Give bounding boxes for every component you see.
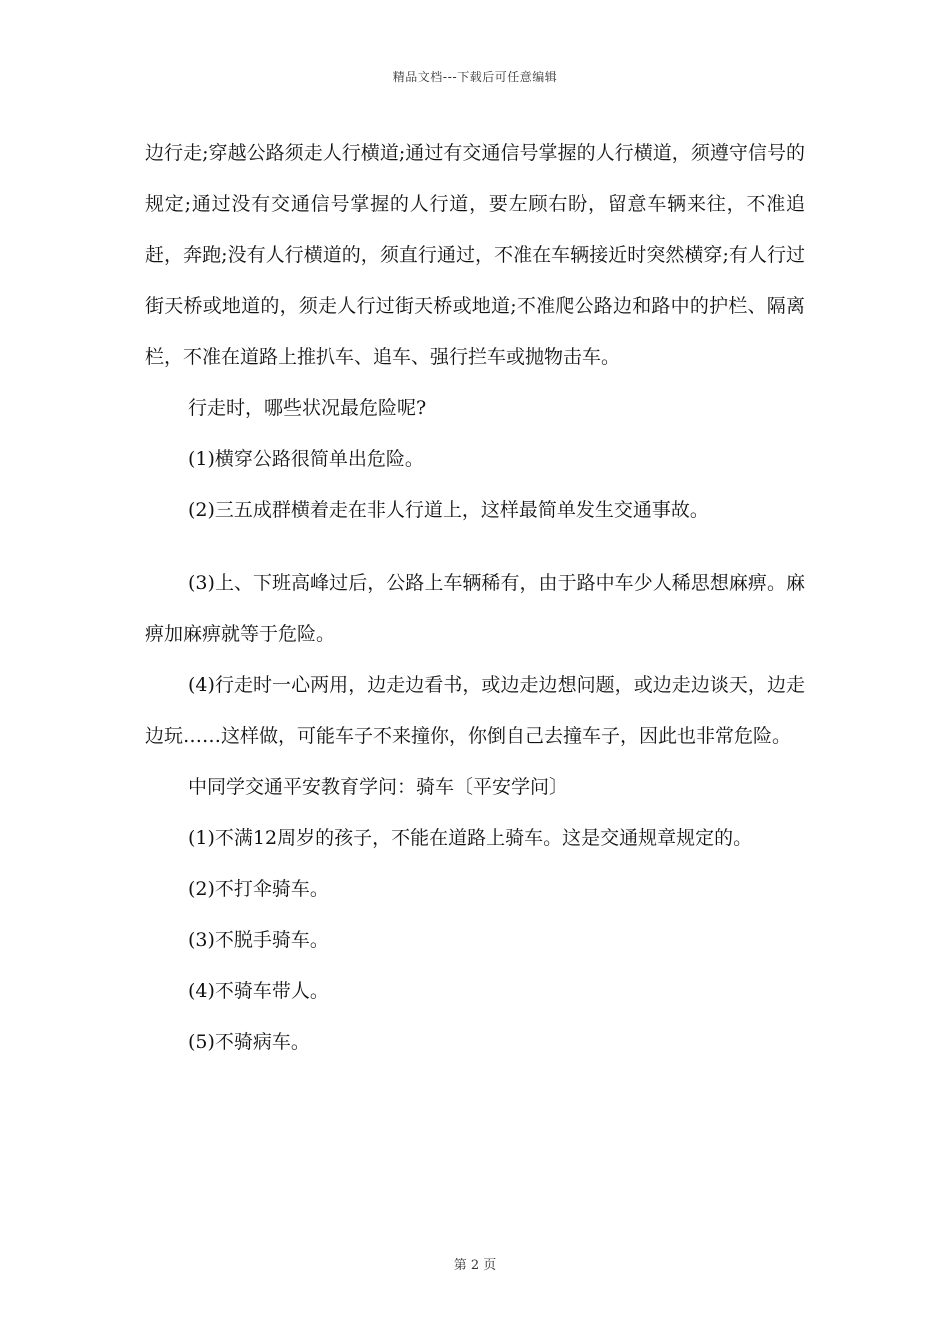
list-item-walking-1: (1)横穿公路很简单出危险。	[188, 448, 424, 470]
list-item-cycling-4: (4)不骑车带人。	[188, 980, 329, 1002]
paragraph-continuation: 边行走;穿越公路须走人行横道;通过有交通信号掌握的人行横道，须遵守信号的规定;通过没有交通信号掌握的人行道，要左顾右盼，留意车辆来往，不准追赶，奔跑;没有人行横道的，须直行通过，不准在车辆接近时突然横穿;有人行过街天桥或地道的，须走人行过街天桥或地道;不准爬公路边和路中的护栏、隔离栏，不准在道路上推扒车、追车、强行拦车或抛物击车。	[145, 142, 805, 368]
list-item-cycling-2: (2)不打伞骑车。	[188, 878, 329, 900]
list-item-cycling-1: (1)不满12周岁的孩子，不能在道路上骑车。这是交通规章规定的。	[188, 827, 753, 849]
section-heading-cycling: 中同学交通平安教育学问：骑车〔平安学问〕	[188, 776, 569, 798]
page-number: 第 2 页	[453, 1258, 497, 1273]
paragraph-walking-danger-question: 行走时，哪些状况最危险呢?	[188, 397, 427, 419]
list-item-walking-4: (4)行走时一心两用，边走边看书，或边走边想问题，或边走边谈天，边走边玩……这样做，可能车子不来撞你，你倒自己去撞车子，因此也非常危险。	[145, 674, 805, 747]
list-item-cycling-5: (5)不骑病车。	[188, 1031, 310, 1053]
list-item-walking-2: (2)三五成群横着走在非人行道上，这样最简单发生交通事故。	[188, 499, 709, 521]
body-content	[145, 128, 805, 1068]
list-item-cycling-3: (3)不脱手骑车。	[188, 929, 329, 951]
list-item-walking-3: (3)上、下班高峰过后，公路上车辆稀有，由于路中车少人稀思想麻痹。麻痹加麻痹就等于危险。	[145, 572, 805, 645]
page-header: 精品文档---下载后可任意编辑	[392, 70, 558, 84]
paragraph-spacer	[145, 536, 805, 558]
